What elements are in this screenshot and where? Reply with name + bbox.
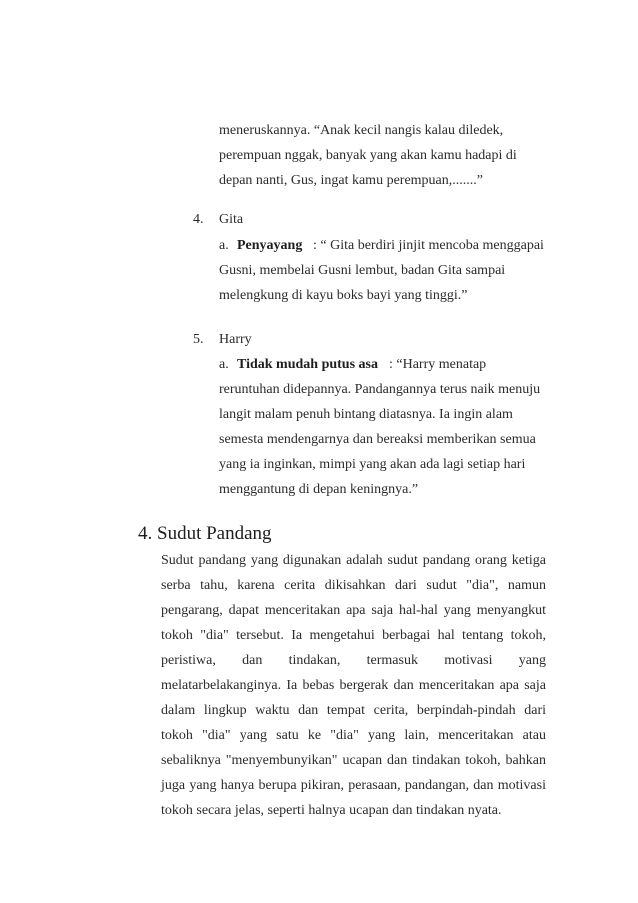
item-5-line-2: langit malam penuh bintang diatasnya. Ia ingin alam (219, 407, 513, 422)
item-5-name: Harry (219, 332, 252, 347)
quote-line-1: meneruskannya. “Anak kecil nangis kalau diledek, (219, 123, 504, 138)
paragraph-line-9: sebaliknya "menyembunyikan" ucapan dan tindakan tokoh, bahkan (161, 753, 546, 768)
item-5-line-4: yang ia inginkan, mimpi yang akan ada lagi setiap hari (219, 457, 526, 472)
item-5-sub-label: a. (219, 357, 229, 372)
item-4-trait: Penyayang (237, 238, 303, 253)
paragraph-line-3: pengarang, dapat menceritakan apa saja hal-hal yang menyangkut (161, 603, 546, 618)
item-4-name: Gita (219, 212, 244, 227)
paragraph-line-11: tokoh secara jelas, seperti halnya ucapan dan tindakan nyata. (161, 803, 502, 818)
paragraph-line-7: dalam lingkup waktu dan tempat cerita, berpindah-pindah dari (161, 703, 546, 718)
item-4-line-2: melengkung di kayu boks bayi yang tinggi.” (219, 288, 468, 303)
quote-line-2: perempuan nggak, banyak yang akan kamu hadapi di (219, 148, 517, 163)
paragraph-line-4: tokoh "dia" tersebut. Ia mengetahui berbagai hal tentang tokoh, (161, 628, 546, 643)
item-5-line-1: reruntuhan didepannya. Pandangannya terus naik menuju (219, 382, 541, 397)
item-4-sub-label: a. (219, 238, 229, 253)
section-heading: 4. Sudut Pandang (138, 523, 272, 544)
item-4-number: 4. (193, 212, 204, 227)
item-5-line-3: semesta mendengarnya dan bereaksi memberikan semua (219, 432, 536, 447)
paragraph-line-5: peristiwa, dan tindakan, termasuk motivasi yang (161, 653, 546, 668)
item-4-line-1: Gusni, membelai Gusni lembut, badan Gita sampai (219, 263, 506, 278)
paragraph-line-6: melatarbelakanginya. Ia bebas bergerak dan menceritakan apa saja (161, 678, 546, 693)
paragraph-line-2: serba tahu, karena cerita dikisahkan dari sudut "dia", namun (161, 578, 546, 593)
item-5-quote-start: : “Harry menatap (389, 357, 487, 372)
item-5-number: 5. (193, 332, 204, 347)
item-5-line-5: menggantung di depan keningnya.” (219, 482, 419, 497)
paragraph-line-8: tokoh "dia" yang satu ke "dia" yang lain, menceritakan atau (161, 728, 546, 743)
paragraph-line-1: Sudut pandang yang digunakan adalah sudut pandang orang ketiga (161, 553, 546, 568)
paragraph-line-10: juga yang hanya berupa pikiran, perasaan, pandangan, dan motivasi (161, 778, 546, 793)
item-5-trait: Tidak mudah putus asa (237, 357, 378, 372)
quote-line-3: depan nanti, Gus, ingat kamu perempuan,.......” (219, 173, 483, 188)
item-4-quote-start: : “ Gita berdiri jinjit mencoba menggapai (313, 238, 544, 253)
